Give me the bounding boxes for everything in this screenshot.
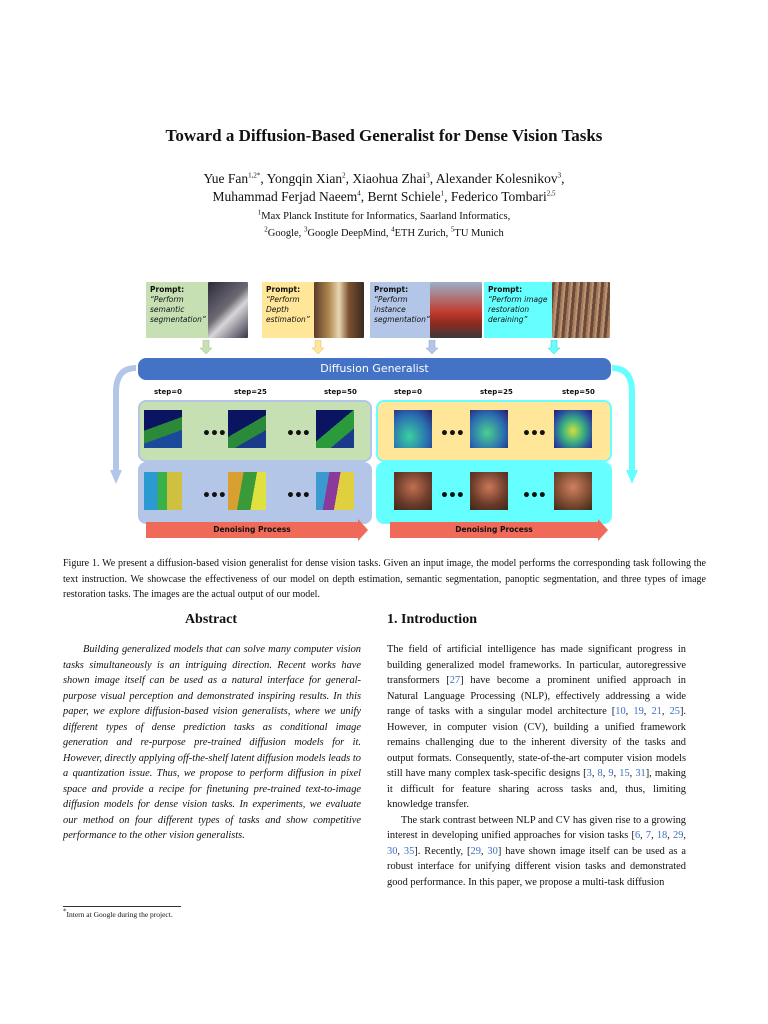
instance-segmentation-row <box>138 462 372 524</box>
author-name: Xiaohua Zhai <box>352 171 427 186</box>
step-label: step=0 <box>154 388 183 396</box>
loop-arrow-right-icon <box>610 362 640 492</box>
output-tile <box>316 472 354 510</box>
affiliation-line-2: $^2$Google, $^3$Google DeepMind, $^4$ETH Zurich, $^5$TU Munich <box>264 225 504 239</box>
citation-link[interactable]: 8 <box>597 768 603 779</box>
footnote-rule <box>63 906 181 907</box>
citation-link[interactable]: 29 <box>470 845 481 857</box>
ellipsis: ••• <box>286 488 310 504</box>
output-tile <box>394 410 432 448</box>
author-affiliation-mark: 3 <box>426 171 430 180</box>
abstract-body <box>63 642 361 844</box>
author-affiliation-mark: 1 <box>440 189 445 198</box>
diffusion-generalist-bar: Diffusion Generalist <box>138 358 611 380</box>
ellipsis: ••• <box>522 488 546 504</box>
citation-link[interactable]: 31 <box>635 768 646 779</box>
output-tile <box>470 410 508 448</box>
ellipsis: ••• <box>202 426 226 442</box>
citation-link[interactable]: 3 <box>586 768 592 779</box>
step-label: step=0 <box>394 388 423 396</box>
output-tile <box>394 472 432 510</box>
image-restoration-row <box>376 462 612 524</box>
output-tile <box>228 410 266 448</box>
intro-paragraph-1: The field of artificial intelligence has made significant progress in building generalized model frameworks. In particular, autoregressive transformers [27] have become a prominent unified approach in Natural Language Processing (NLP), effectively addressing a wide range of tasks with a singular model architecture [10, 19, 21, 25]. However, in computer vision (CV), building a unified framework remains challenging due to the inherent diversity of the tasks and output formats. Consequently, state-of-the-art computer vision models still have many complex task-specific designs [3, 8, 9, 15, 31], making it difficult for feature sharing across tasks and, thus, limiting knowledge transfer. <box>387 644 687 810</box>
affiliations <box>100 208 668 242</box>
footnote: *Intern at Google during the project. <box>63 907 173 919</box>
step-label: step=25 <box>234 388 267 396</box>
depth-estimation-row <box>376 400 612 462</box>
author-affiliation-mark: 2,5 <box>546 189 556 198</box>
introduction-body <box>387 642 686 890</box>
citation-link[interactable]: 30 <box>387 845 398 857</box>
output-tile <box>554 472 592 510</box>
citation-link[interactable]: 10 <box>615 706 626 717</box>
prompt-card: Prompt: “Perform instance segmentation” <box>370 282 430 338</box>
author-name: Alexander Kolesnikov <box>435 171 558 186</box>
figure-caption: Figure 1. We present a diffusion-based vision generalist for dense vision tasks. Given an input image, the model performs the corresponding task following the text instruction. We showcase the effectiveness of our model on depth estimation, semantic segmentation, panoptic segmentation, and three types of image restoration tasks. The images are the actual output of our model. <box>63 558 706 600</box>
author-name: Muhammad Ferjad Naeem <box>212 189 358 204</box>
figure-1 <box>108 278 640 542</box>
output-tile <box>144 410 182 448</box>
citation-link[interactable]: 29 <box>673 830 684 841</box>
input-image-thumbnail <box>552 282 610 338</box>
introduction-heading: 1. Introduction <box>387 612 477 627</box>
prompt-card: Prompt: “Perform image restoration deraining” <box>484 282 552 338</box>
output-tile <box>316 410 354 448</box>
abstract-heading: Abstract <box>184 612 238 627</box>
author-affiliation-mark: 2 <box>342 171 346 180</box>
down-arrow-icon <box>200 340 212 354</box>
ellipsis: ••• <box>286 426 310 442</box>
author-name: Federico Tombari <box>450 189 547 204</box>
down-arrow-icon <box>548 340 560 354</box>
citation-link[interactable]: 25 <box>669 706 680 717</box>
output-tile <box>554 410 592 448</box>
citation-link[interactable]: 15 <box>619 768 630 779</box>
citation-link[interactable]: 30 <box>487 845 498 857</box>
denoising-process-arrow: Denoising Process <box>390 522 598 538</box>
semantic-segmentation-row <box>138 400 372 462</box>
ellipsis: ••• <box>202 488 226 504</box>
step-label: step=50 <box>562 388 595 396</box>
step-label: step=50 <box>324 388 357 396</box>
loop-arrow-left-icon <box>108 362 138 492</box>
down-arrow-icon <box>426 340 438 354</box>
citation-link[interactable]: 35 <box>403 845 415 857</box>
input-image-thumbnail <box>430 282 482 338</box>
intro-paragraph-2: The stark contrast between NLP and CV has given rise to a growing interest in developing unified approaches for vision tasks [6, 7, 18, 29, 30, 35]. Recently, [29, 30] have shown image itself can be used as a robust interface for unifying different vision tasks and demonstrated good performance. In this paper, we propose a multi-task diffusion <box>387 814 686 888</box>
author-list: Yue Fan$^{1,2*}$, Yongqin Xian$^2$, Xiaohua Zhai$^3$, Alexander Kolesnikov$^3$, Muhammad Ferjad Naeem$^4$, Bernt Schiele$^1$, Federico Tombari$^{2,5}$ <box>203 171 565 204</box>
citation-link[interactable]: 21 <box>651 706 662 717</box>
author-name: Yue Fan <box>203 171 249 186</box>
author-affiliation-mark: 3 <box>557 171 562 180</box>
prompt-card: Prompt: “Perform Depth estimation” <box>262 282 314 338</box>
citation-link[interactable]: 27 <box>449 675 461 686</box>
denoising-process-arrow: Denoising Process <box>146 522 358 538</box>
author-name: Bernt Schiele <box>367 189 441 204</box>
citation-link[interactable]: 6 <box>634 830 641 841</box>
abstract-paragraph: Building generalized models that can solve many computer vision tasks simultaneously is an intriguing direction. Recent works have shown image itself can be used as a natural interface for general-purpose visual perception and demonstrated inspiring results. In this paper, we explore diffusion-based vision generalists, where we unify different types of dense prediction tasks as conditional image generation and re-purpose pre-trained diffusion models for it. However, directly applying off-the-shelf latent diffusion models leads to a quantization issue. Thus, we propose to perform diffusion in pixel space and provide a recipe for finetuning pre-trained text-to-image diffusion models for dense vision tasks. In experiments, we evaluate our method on four different types of tasks and show competitive performance to the other vision generalists. <box>63 644 361 841</box>
prompt-card: Prompt: “Perform semantic segmentation” <box>146 282 208 338</box>
author-name: Yongqin Xian <box>266 171 343 186</box>
citation-link[interactable]: 7 <box>645 830 652 841</box>
ellipsis: ••• <box>440 488 464 504</box>
affiliation-line-1: $^1$Max Planck Institute for Informatics, Saarland Informatics, <box>257 208 511 222</box>
citation-link[interactable]: 9 <box>608 768 614 779</box>
output-tile <box>144 472 182 510</box>
step-label: step=25 <box>480 388 513 396</box>
author-affiliation-mark: 4 <box>357 189 361 198</box>
paper-title: Toward a Diffusion-Based Generalist for Dense Vision Tasks <box>165 126 603 145</box>
citation-link[interactable]: 19 <box>633 706 644 717</box>
output-tile <box>228 472 266 510</box>
citation-link[interactable]: 18 <box>656 830 668 841</box>
author-affiliation-mark: 1,2* <box>248 171 261 180</box>
input-image-thumbnail <box>314 282 364 338</box>
ellipsis: ••• <box>522 426 546 442</box>
output-tile <box>470 472 508 510</box>
input-image-thumbnail <box>208 282 248 338</box>
ellipsis: ••• <box>440 426 464 442</box>
down-arrow-icon <box>312 340 324 354</box>
